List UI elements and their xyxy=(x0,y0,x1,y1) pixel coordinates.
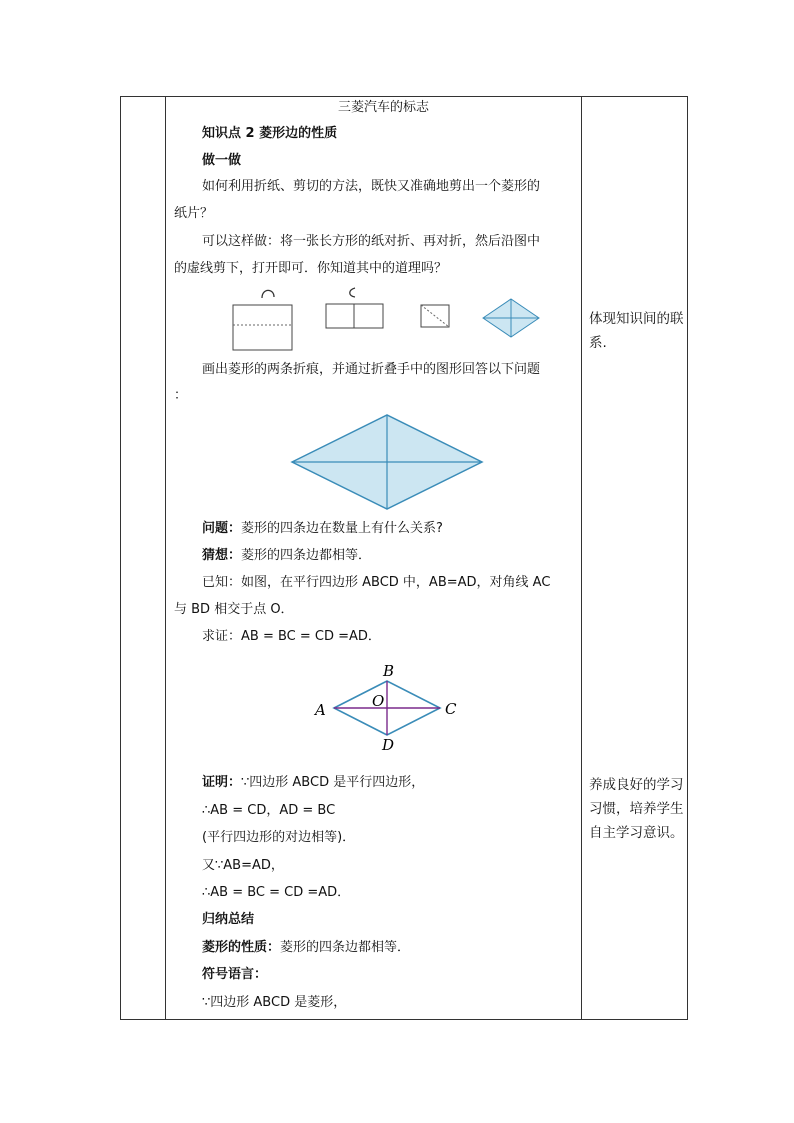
symbol-language-title: 符号语言： xyxy=(202,967,268,982)
draw-instruction-line-1: 画出菱形的两条折痕，并通过折叠手中的图形回答以下问题 xyxy=(202,362,541,377)
activity-title: 做一做 xyxy=(202,153,242,168)
proof-line-3: (平行四边形的对边相等)． xyxy=(202,830,356,845)
side-note-connection: 体现知识间的联系. xyxy=(589,311,684,351)
given-line-2: 与 BD 相交于点 O． xyxy=(174,602,294,617)
knowledge-point-title: 知识点 2 菱形边的性质 xyxy=(202,126,338,141)
prove-statement: 求证：AB = BC = CD =AD． xyxy=(202,629,381,644)
guess-statement: 猜想：菱形的四条边都相等． xyxy=(202,548,372,563)
vertex-label-c: C xyxy=(445,700,457,718)
proof-line-4: 又∵AB=AD， xyxy=(202,858,284,873)
vertex-label-b: B xyxy=(383,662,395,680)
side-note-habits: 养成良好的学习习惯，培养学生自主学习意识。 xyxy=(589,777,684,841)
summary-title: 归纳总结 xyxy=(202,912,255,927)
question-line-2: 纸片？ xyxy=(174,206,214,221)
given-line-1: 已知：如图，在平行四边形 ABCD 中，AB=AD，对角线 AC xyxy=(202,575,551,590)
draw-instruction-line-2: ： xyxy=(174,388,188,403)
proof-line-5: ∴AB = BC = CD =AD． xyxy=(202,885,351,900)
vertex-label-d: D xyxy=(382,736,395,754)
question-line-1: 如何利用折纸、剪切的方法，既快又准确地剪出一个菱形的 xyxy=(202,179,541,194)
figure-caption: 三菱汽车的标志 xyxy=(338,100,430,115)
vertex-label-a: A xyxy=(315,701,326,719)
proof-line-1: 证明：∵四边形 ABCD 是平行四边形， xyxy=(202,775,425,790)
center-label-o: O xyxy=(372,692,385,710)
property-statement: 菱形的性质：菱形的四条边都相等． xyxy=(202,940,411,955)
proof-line-2: ∴AB = CD，AD = BC xyxy=(202,803,336,818)
answer-line-2: 的虚线剪下，打开即可．你知道其中的道理吗？ xyxy=(174,261,448,276)
symbol-language-line: ∵四边形 ABCD 是菱形， xyxy=(202,995,347,1010)
answer-line-1: 可以这样做：将一张长方形的纸对折、再对折，然后沿图中 xyxy=(202,234,541,249)
question-statement: 问题：菱形的四条边在数量上有什么关系? xyxy=(202,521,443,536)
